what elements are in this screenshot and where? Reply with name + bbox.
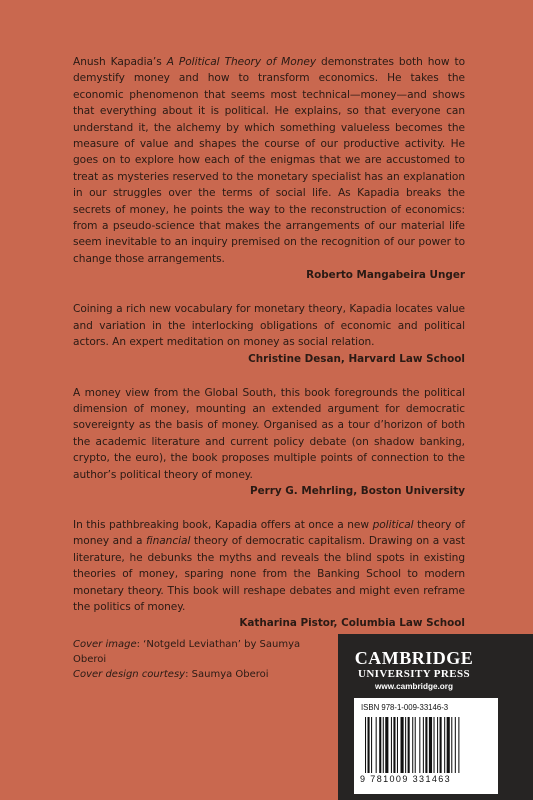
endorsement-attribution: Roberto Mangabeira Unger: [306, 269, 465, 282]
endorsement-text: A money view from the Global South, this book foregrounds the political dimension of money, mounting an extended argument for democratic sovereignty as the basis of money. Organised as a tour d’horizon of both the academic literature and current policy debate (on shadow banking, crypto, the euro), the book proposes multiple points of connection to the author’s political theory of money.: [73, 386, 465, 481]
endorsement-1: [73, 54, 465, 283]
endorsement-attribution: Christine Desan, Harvard Law School: [248, 352, 465, 365]
cover-image-credit: Cover image: ‘Notgeld Leviathan’ by Saumya Oberoi: [73, 639, 301, 665]
barcode: [354, 698, 498, 794]
endorsement-4: [73, 517, 465, 631]
endorsement-3: [73, 385, 465, 499]
endorsement-attribution: Katharina Pistor, Columbia Law School: [239, 617, 465, 630]
publisher-press: UNIVERSITY PRESS: [357, 668, 471, 680]
publisher-website: www.cambridge.org: [375, 682, 453, 691]
endorsements: [73, 54, 465, 649]
endorsement-text: Coining a rich new vocabulary for monetary theory, Kapadia locates value and variation in the interlocking obligations of economic and political actors. An expert meditation on money as social relation.: [73, 303, 465, 349]
cambridge-logo: [354, 648, 474, 693]
endorsement-attribution: Perry G. Mehrling, Boston University: [249, 484, 465, 497]
publisher-name: CAMBRIDGE: [354, 648, 474, 668]
cover-credits: [73, 637, 303, 682]
endorsement-2: [73, 301, 465, 366]
publisher-panel: [338, 634, 533, 800]
barcode-digits: 9 781009 331463: [360, 774, 452, 784]
barcode-bars: [365, 717, 489, 773]
endorsement-text: In this pathbreaking book, Kapadia offers at once a new political theory of money and a financial theory of democratic capitalism. Drawing on a vast literature, he debunks the myths and reveals the blind spots in existing theories of money, sparing none from the Banking School to modern monetary theory. This book will reshape debates and might even reframe the politics of money.: [73, 518, 466, 613]
cover-design-credit: Cover design courtesy: Saumya Oberoi: [73, 669, 269, 680]
endorsement-text: Anush Kapadia’s A Political Theory of Money demonstrates both how to demystify money and how to transform economics. He takes the economic phenomenon that seems most technical—money—and shows that everything about it is political. He explains, so that everyone can understand it, the alchemy by which something valueless becomes the measure of value and shapes the course of our productive activity. He goes on to explore how each of the enigmas that we are accustomed to treat as mysteries reserved to the monetary specialist has an explanation in our struggles over the terms of social life. As Kapadia breaks the secrets of money, he points the way to the reconstruction of economics: from a pseudo-science that makes the arrangements of our material life seem inevitable to an inquiry premised on the recognition of our power to change those arrangements.: [73, 56, 466, 265]
isbn-label: ISBN 978-1-009-33146-3: [361, 703, 449, 712]
